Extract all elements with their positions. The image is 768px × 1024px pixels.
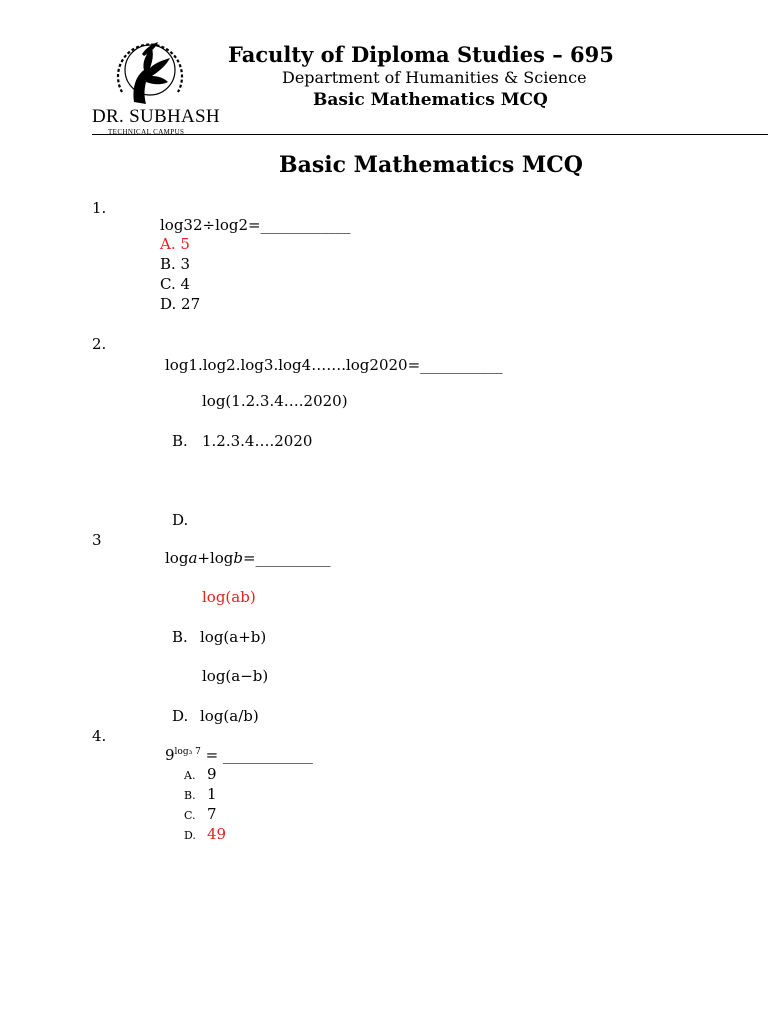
department-name: Department of Humanities & Science xyxy=(282,68,587,87)
question-3-option-d: log(a/b) xyxy=(200,707,259,725)
logo-subtitle: TECHNICAL CAMPUS xyxy=(108,128,185,136)
question-2-option-b: 1.2.3.4….2020 xyxy=(202,432,313,450)
question-4-option-b: 1 xyxy=(207,785,217,803)
question-4-option-c-letter: C. xyxy=(184,809,196,822)
question-1-option-c: C. 4 xyxy=(160,275,191,293)
question-4-text: $9^{log_3 7}$ = ____________ xyxy=(165,746,313,764)
header-subtitle: Basic Mathematics MCQ xyxy=(313,90,548,110)
question-1-text: log32÷log2=____________ xyxy=(160,216,351,234)
question-3-text: loga+logb=__________ xyxy=(165,549,331,567)
question-4-option-d-letter: D. xyxy=(184,829,196,842)
question-4-option-d: 49 xyxy=(207,825,227,843)
question-4-option-a: 9 xyxy=(207,765,217,783)
question-1-option-a: A. 5 xyxy=(160,235,190,253)
question-4-option-c: 7 xyxy=(207,805,217,823)
question-3-option-c: log(a−b) xyxy=(202,667,269,685)
question-2-text: log1.log2.log3.log4…….log2020=___________ xyxy=(165,356,503,374)
question-4-number: 4. xyxy=(92,727,107,745)
question-2-number: 2. xyxy=(92,335,107,353)
question-4-option-a-letter: A. xyxy=(184,769,196,782)
page-title: Basic Mathematics MCQ xyxy=(279,152,583,178)
logo-name: DR. SUBHASH xyxy=(92,106,220,127)
question-3-number: 3 xyxy=(92,531,102,549)
question-3-option-b: log(a+b) xyxy=(200,628,267,646)
faculty-title: Faculty of Diploma Studies – 695 xyxy=(228,42,614,67)
question-1-option-d: D. 27 xyxy=(160,295,201,313)
question-2-option-a: log(1.2.3.4….2020) xyxy=(202,392,348,410)
question-2-option-b-letter: B. xyxy=(172,432,188,450)
question-1-option-b: B. 3 xyxy=(160,255,191,273)
question-3-option-d-letter: D. xyxy=(172,707,189,725)
question-3-option-a: log(ab) xyxy=(202,588,256,606)
question-2-option-d-letter: D. xyxy=(172,511,189,529)
header-divider xyxy=(92,134,768,135)
question-4-option-b-letter: B. xyxy=(184,789,196,802)
question-3-option-b-letter: B. xyxy=(172,628,188,646)
question-1-number: 1. xyxy=(92,199,107,217)
college-logo-icon xyxy=(112,32,188,112)
